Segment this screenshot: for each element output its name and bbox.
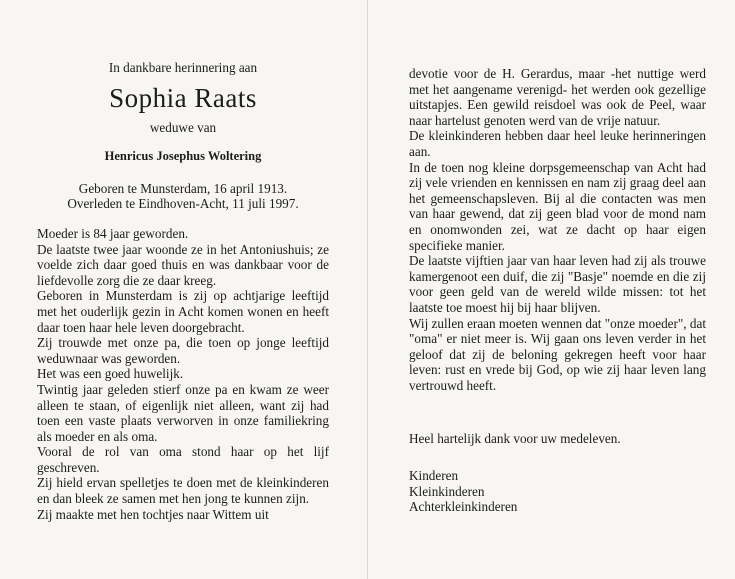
left-paragraph: Moeder is 84 jaar geworden. <box>37 225 189 241</box>
signature-great-grandchildren: Achterkleinkinderen <box>409 499 518 515</box>
left-paragraph: Vooral de rol van oma stond haar op het lijf geschreven. <box>37 444 329 475</box>
life-dates <box>37 181 329 212</box>
right-paragraph: Wij zullen eraan moeten wennen dat "onze moeder", dat "oma" er niet meer is. Wij gaan ons leven verder in het geloof dat zij de beloning gekregen heeft voor haar leven: rust en vrede bij God, op wie zij haar leven lang vertrouwd heeft. <box>409 315 706 393</box>
deceased-name: Sophia Raats <box>109 82 257 113</box>
left-page <box>37 56 329 522</box>
widow-line: weduwe van <box>149 119 217 135</box>
spacer <box>409 447 706 468</box>
birth-line: Geboren te Munsterdam, 16 april 1913. <box>78 180 288 196</box>
left-paragraph: Het was een goed huwelijk. <box>37 366 184 382</box>
right-paragraph: De laatste vijftien jaar van haar leven had zij als trouwe kamergenoot een duif, die zij "Basje" noemde en die zij voor geen geld van de wereld wilde missen: tot het laatste toe moest hij bij haar blijven. <box>409 253 706 315</box>
spacer <box>409 393 706 431</box>
right-paragraph: devotie voor de H. Gerardus, maar -het nuttige werd met het aangename verenigd- het werden ook gezellige uitstapjes. Een gewild reisdoel was ook de Peel, waar naar hartelust genoten werd van de vrije natuur. <box>409 66 706 128</box>
left-paragraph: Geboren in Munsterdam is zij op achtjarige leeftijd met het ouderlijk gezin in Acht komen wonen en heeft daar toen haar hele leven doorgebracht. <box>37 288 329 335</box>
left-paragraph: Zij hield ervan spelletjes te doen met de kleinkinderen en dan bleek ze samen met hen jong te kunnen zijn. <box>37 475 329 507</box>
right-paragraph: In de toen nog kleine dorpsgemeenschap van Acht had zij vele vrienden en kennissen en nam zij graag deel aan het gemeenschapsleven. Bij al die contacten was men van haar gewend, dat zij geen blad voor de mond nam en onomwonden zei, wat ze dacht op haar eigen specifieke manier. <box>409 159 706 253</box>
left-paragraph: Zij trouwde met onze pa, die toen op jonge leeftijd weduwnaar was geworden. <box>37 335 329 366</box>
thanks-line: Heel hartelijk dank voor uw medeleven. <box>409 431 621 447</box>
signature-children: Kinderen <box>409 468 459 484</box>
intro-line: In dankbare herinnering aan <box>108 60 258 75</box>
left-paragraph: Twintig jaar geleden stierf onze pa en kwam ze weer alleen te staan, of eigenlijk niet alleen, want zij had toen een vaste plaats verworven in onze familiekring als moeder en als oma. <box>37 381 329 444</box>
signature-grandchildren: Kleinkinderen <box>409 483 485 499</box>
left-paragraph: De laatste twee jaar woonde ze in het Antoniushuis; ze voelde zich daar goed thuis en was dankbaar voor de liefdevolle zorg die ze daar kreeg. <box>37 241 329 288</box>
left-paragraph: Zij maakte met hen tochtjes naar Wittem uit <box>37 506 269 522</box>
card-fold <box>367 0 368 579</box>
right-page <box>409 66 706 515</box>
husband-name: Henricus Josephus Woltering <box>104 149 262 164</box>
death-line: Overleden te Eindhoven-Acht, 11 juli 1997. <box>67 196 299 212</box>
right-paragraph: De kleinkinderen hebben daar heel leuke herinneringen aan. <box>409 128 706 159</box>
